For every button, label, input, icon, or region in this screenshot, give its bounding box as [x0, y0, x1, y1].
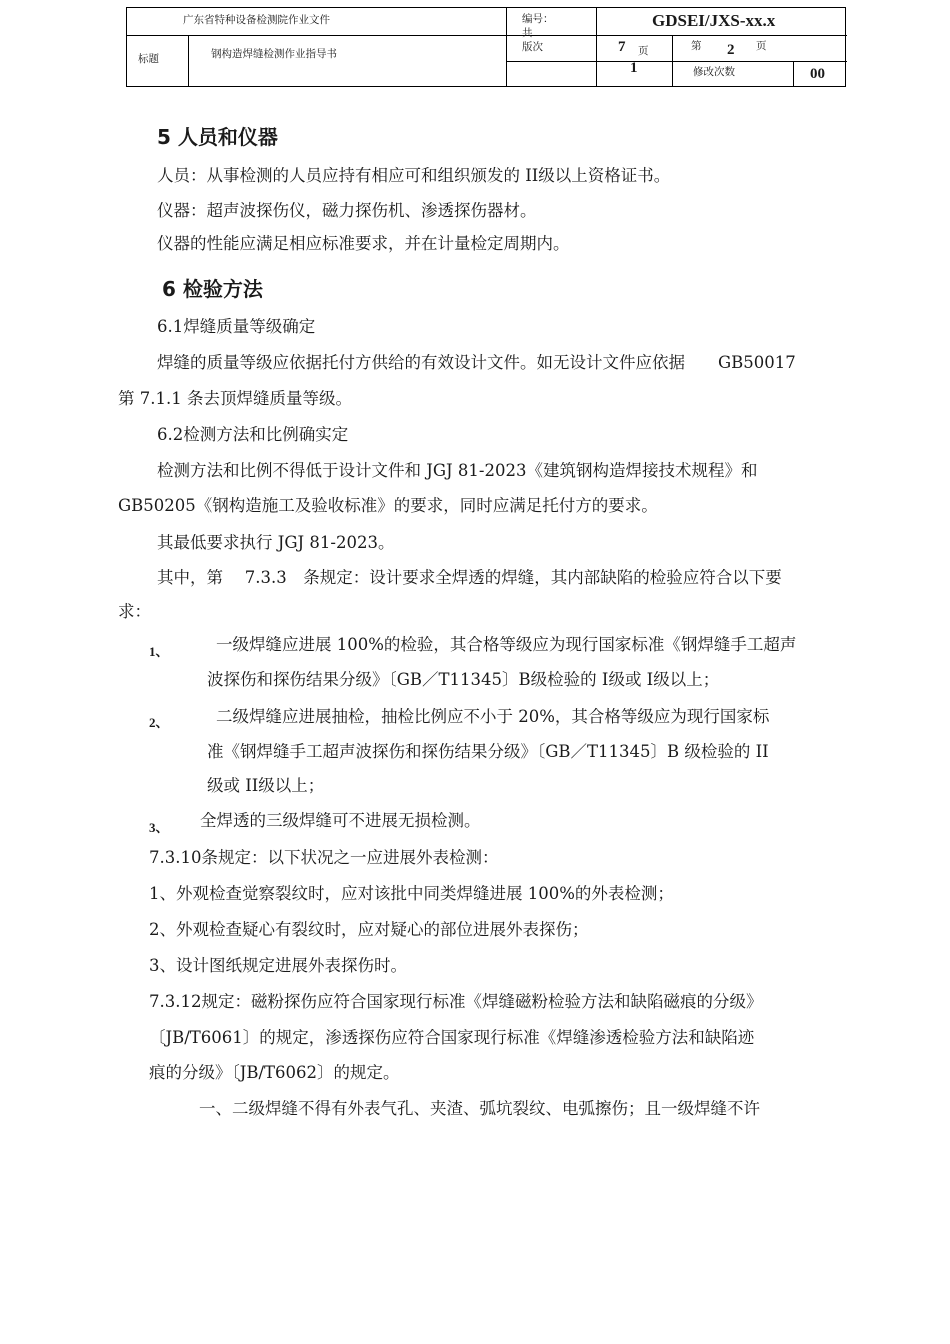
list-number: 3、: [149, 820, 169, 835]
paragraph: 人员：从事检测的人员应持有相应可和组织颁发的 II级以上资格证书。: [157, 166, 671, 185]
list-item: 全焊透的三级焊缝可不进展无损检测。: [200, 811, 481, 830]
paragraph: 其最低要求执行 JGJ 81-2023。: [157, 533, 395, 552]
title-label: 标题: [138, 53, 159, 65]
list-item: 二级焊缝应进展抽检，抽检比例应不小于 20%，其合格等级应为现行国家标: [216, 707, 770, 726]
divider: [188, 35, 189, 86]
paragraph: 7.3.12规定：磁粉探伤应符合国家现行标准《焊缝磁粉检验方法和缺陷磁痕的分级》: [149, 992, 763, 1011]
divider: [506, 61, 847, 62]
paragraph: GB50205《钢构造施工及验收标准》的要求，同时应满足托付方的要求。: [118, 496, 658, 515]
paragraph: 〔JB/T6061〕的规定，渗透探伤应符合国家现行标准《焊缝渗透检验方法和缺陷迹: [149, 1028, 755, 1047]
paragraph: 仪器的性能应满足相应标准要求，并在计量检定周期内。: [157, 234, 570, 253]
document-header-table: [126, 7, 846, 87]
divider: [506, 8, 507, 86]
document-title: 钢构造焊缝检测作业指导书: [211, 48, 337, 60]
edition-value: 1: [630, 60, 638, 76]
code-label: 编号：: [522, 13, 554, 25]
paragraph: 焊缝的质量等级应依据托付方供给的有效设计文件。如无设计文件应依据 GB50017: [157, 353, 796, 372]
paragraph: 7.3.10条规定：以下状况之一应进展外表检测：: [149, 848, 499, 867]
paragraph: 痕的分级》〔JB/T6062〕的规定。: [149, 1063, 400, 1082]
page-unit: 页: [756, 40, 767, 52]
list-item: 准《钢焊缝手工超声波探伤和探伤结果分级》〔GB／T11345〕B 级检验的 II: [207, 742, 769, 761]
revision-label: 修改次数: [693, 66, 735, 78]
subsection-heading: 6.1焊缝质量等级确定: [157, 317, 316, 336]
paragraph: 求：: [118, 602, 151, 621]
document-code: GDSEI/JXS-xx.x: [652, 11, 776, 30]
page-number: 2: [727, 42, 735, 58]
paragraph: 其中，第 7.3.3 条规定：设计要求全焊透的焊缝，其内部缺陷的检验应符合以下要: [157, 568, 782, 587]
paragraph: 1、外观检查觉察裂纹时，应对该批中同类焊缝进展 100%的外表检测；: [149, 884, 674, 903]
paragraph: 一、二级焊缝不得有外表气孔、夹渣、弧坑裂纹、电弧擦伤；且一级焊缝不许: [199, 1099, 760, 1118]
subsection-heading: 6.2检测方法和比例确实定: [157, 425, 349, 444]
revision-value: 00: [810, 66, 825, 82]
section-heading: 6 检验方法: [162, 277, 263, 301]
list-item: 级或 II级以上；: [207, 776, 325, 795]
divider: [793, 61, 794, 86]
list-item: 波探伤和探伤结果分级》〔GB／T11345〕B级检验的 I级或 I级以上；: [207, 670, 720, 689]
list-number: 1、: [149, 644, 169, 659]
paragraph: 2、外观检查疑心有裂纹时，应对疑心的部位进展外表探伤；: [149, 920, 589, 939]
paragraph: 仪器：超声波探伤仪，磁力探伤机、渗透探伤器材。: [157, 201, 537, 220]
paragraph: 检测方法和比例不得低于设计文件和 JGJ 81-2023《建筑钢构造焊接技术规程》和: [157, 461, 758, 480]
page-unit: 页: [638, 45, 649, 57]
total-pages: 7: [618, 39, 626, 55]
list-item: 一级焊缝应进展 100%的检验，其合格等级应为现行国家标准《钢焊缝手工超声: [216, 635, 797, 654]
org-name: 广东省特种设备检测院作业文件: [183, 14, 330, 26]
section-heading: 5 人员和仪器: [157, 125, 278, 149]
paragraph: 第 7.1.1 条去顶焊缝质量等级。: [118, 389, 352, 408]
divider: [596, 8, 597, 86]
page-label: 第: [691, 40, 702, 52]
divider: [127, 35, 847, 36]
edition-label: 版次: [522, 41, 543, 53]
list-number: 2、: [149, 715, 169, 730]
paragraph: 3、设计图纸规定进展外表探伤时。: [149, 956, 407, 975]
total-label: 共: [522, 27, 533, 39]
